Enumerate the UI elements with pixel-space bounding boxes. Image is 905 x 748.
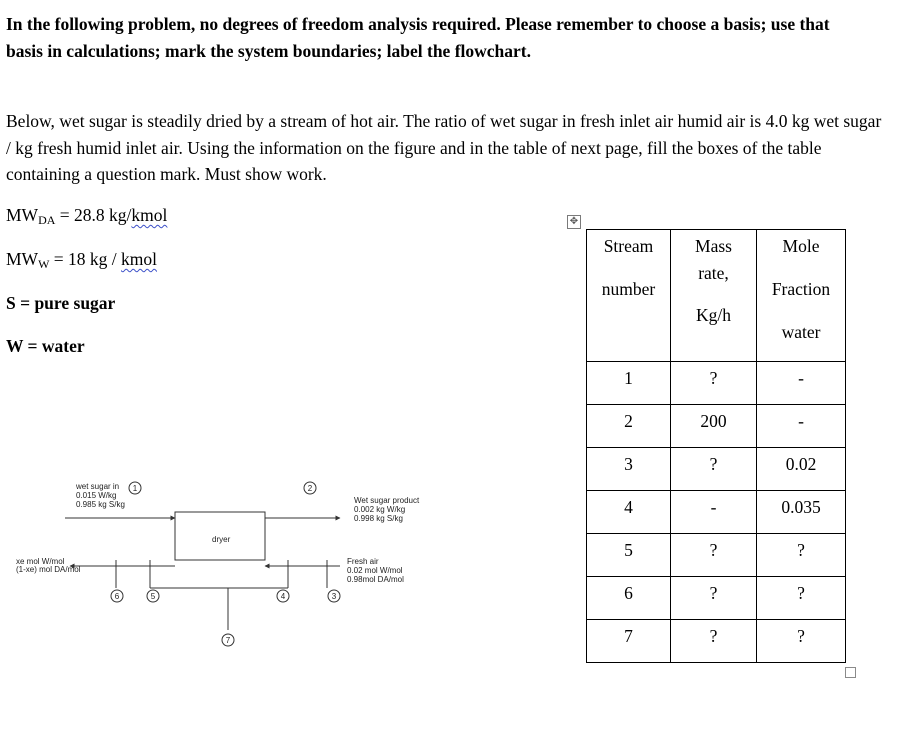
mole-cell[interactable]: - xyxy=(757,405,846,448)
mass-cell[interactable]: ? xyxy=(671,620,757,663)
table-row xyxy=(587,491,846,534)
stream-cell: 3 xyxy=(587,448,671,491)
stream-cell: 1 xyxy=(587,362,671,405)
dryer-label: dryer xyxy=(212,535,231,544)
instructions-heading: In the following problem, no degrees of freedom analysis required. Please remember to choose a basis; use that basis in calculations; mark the system boundaries; label the flowchart. xyxy=(6,14,830,61)
mw-w-subscript: W xyxy=(38,257,50,271)
mole-cell[interactable]: ? xyxy=(757,620,846,663)
stream-cell: 2 xyxy=(587,405,671,448)
stream-cell: 5 xyxy=(587,534,671,577)
header-mole-line2: Fraction xyxy=(771,279,831,299)
mw-w-prefix: MW xyxy=(6,249,39,269)
exhaust-dry-air: (1-xe) mol DA/mol xyxy=(16,565,81,574)
table-row xyxy=(587,577,846,620)
header-mass-line1: Mass xyxy=(695,236,732,256)
mw-da-prefix: MW xyxy=(6,205,39,225)
product-sugar: 0.998 kg S/kg xyxy=(354,514,403,523)
mw-da-value: = 28.8 kg/ xyxy=(55,205,132,225)
stream-cell: 7 xyxy=(587,620,671,663)
mole-cell[interactable]: 0.02 xyxy=(757,448,846,491)
stream-table xyxy=(586,229,846,663)
stream-1-number: 1 xyxy=(132,484,138,493)
mw-w-unit: kmol xyxy=(121,249,157,269)
header-mass-line2: rate, xyxy=(698,263,729,283)
header-stream xyxy=(587,230,671,362)
wet-sugar-in-water: 0.015 W/kg xyxy=(76,491,117,500)
table-resize-handle[interactable] xyxy=(845,667,856,678)
stream-7-number: 7 xyxy=(225,636,231,645)
mass-cell[interactable]: ? xyxy=(671,534,757,577)
mole-cell[interactable]: ? xyxy=(757,534,846,577)
table-header-row xyxy=(587,230,846,362)
header-mole-line1: Mole xyxy=(782,236,820,256)
mw-dry-air-definition xyxy=(6,205,167,228)
table-move-handle-icon[interactable]: ✥ xyxy=(567,215,581,229)
fresh-air-dry-air: 0.98mol DA/mol xyxy=(347,575,404,584)
table-row xyxy=(587,448,846,491)
stream-4-number: 4 xyxy=(280,592,286,601)
mole-cell[interactable]: ? xyxy=(757,577,846,620)
mole-cell[interactable]: - xyxy=(757,362,846,405)
mw-water-definition xyxy=(6,249,157,272)
table-row xyxy=(587,620,846,663)
header-mole-line3: water xyxy=(781,322,821,342)
mw-da-unit: kmol xyxy=(131,205,168,225)
problem-statement: Below, wet sugar is steadily dried by a stream of hot air. The ratio of wet sugar in fresh inlet air humid air is 4.0 kg wet sugar / kg fresh humid inlet air. Using the information on the figure and in the table of next page, fill the boxes of the table containing a question mark. Must show work. xyxy=(6,111,882,184)
fresh-air-label: Fresh air xyxy=(347,557,379,566)
mass-cell[interactable]: ? xyxy=(671,362,757,405)
mw-w-value: = 18 kg / xyxy=(49,249,122,269)
header-mole xyxy=(757,230,846,362)
mole-cell[interactable]: 0.035 xyxy=(757,491,846,534)
table-row xyxy=(587,362,846,405)
exhaust-water: xe mol W/mol xyxy=(16,557,65,566)
header-stream-line1: Stream xyxy=(603,236,654,256)
mw-da-subscript: DA xyxy=(38,213,56,227)
header-mass-line3: Kg/h xyxy=(696,305,731,325)
stream-cell: 6 xyxy=(587,577,671,620)
fresh-air-water: 0.02 mol W/mol xyxy=(347,566,403,575)
wet-sugar-in-sugar: 0.985 kg S/kg xyxy=(76,500,125,509)
table-row xyxy=(587,405,846,448)
stream-5-number: 5 xyxy=(150,592,156,601)
header-stream-line2: number xyxy=(601,279,656,299)
stream-3-number: 3 xyxy=(331,592,337,601)
header-mass xyxy=(671,230,757,362)
water-definition: W = water xyxy=(6,336,85,356)
stream-6-number: 6 xyxy=(114,592,120,601)
product-water: 0.002 kg W/kg xyxy=(354,505,406,514)
mass-cell[interactable]: ? xyxy=(671,448,757,491)
sugar-definition: S = pure sugar xyxy=(6,293,116,313)
mass-cell[interactable]: - xyxy=(671,491,757,534)
mass-cell[interactable]: 200 xyxy=(671,405,757,448)
stream-2-number: 2 xyxy=(307,484,313,493)
stream-cell: 4 xyxy=(587,491,671,534)
table-row xyxy=(587,534,846,577)
wet-sugar-in-label: wet sugar in xyxy=(76,482,120,491)
dryer-flowchart xyxy=(0,470,460,650)
mass-cell[interactable]: ? xyxy=(671,577,757,620)
product-label: Wet sugar product xyxy=(354,496,420,505)
